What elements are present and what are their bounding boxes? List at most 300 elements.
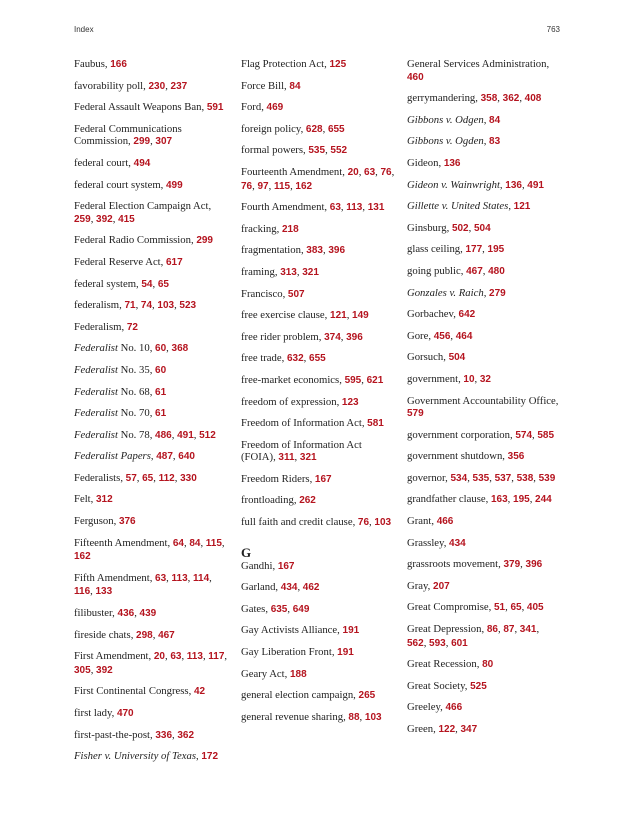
index-entry: federal court system, 499 xyxy=(74,178,183,191)
index-term: government shutdown xyxy=(407,450,503,463)
page-reference-link[interactable]: 362 xyxy=(502,93,520,105)
page-reference-link[interactable]: 191 xyxy=(337,647,354,659)
page-reference-link[interactable]: 456 xyxy=(433,330,451,342)
page-reference-link[interactable]: 628 xyxy=(305,123,323,135)
page-reference-link[interactable]: 162 xyxy=(295,180,313,192)
index-entry: Federal Communications Commission, 299, 307 xyxy=(74,122,182,148)
page-reference-link[interactable]: 121 xyxy=(513,201,531,213)
page-reference-link[interactable]: 112 xyxy=(158,472,175,484)
page-reference-link[interactable]: 122 xyxy=(438,724,456,735)
index-entry: Freedom Riders, 167 xyxy=(241,472,332,485)
page-reference-link[interactable]: 123 xyxy=(341,396,359,408)
page-reference-link[interactable]: 32 xyxy=(479,373,491,385)
page-reference-link[interactable]: 321 xyxy=(302,266,319,278)
index-term: Government Accountability Office xyxy=(407,394,556,407)
index-entry: Great Depression, 86, 87, 341, 562, 593, 601 xyxy=(407,623,540,649)
index-entry: free exercise clause, 121, 149 xyxy=(241,309,369,322)
index-entry: general revenue sharing, 88, 103 xyxy=(241,710,382,723)
index-entry: federal court, 494 xyxy=(74,156,151,169)
index-term: Federal Communications Commission xyxy=(74,122,182,148)
index-term: Gandhi xyxy=(241,559,273,572)
page-reference-link[interactable]: 415 xyxy=(118,213,135,225)
page-reference-link[interactable]: 162 xyxy=(74,551,91,563)
page-reference-link[interactable]: 313 xyxy=(280,266,297,278)
page-reference-link[interactable]: 115 xyxy=(205,537,222,549)
page-reference-link[interactable]: 347 xyxy=(460,724,478,735)
page-reference-link[interactable]: 80 xyxy=(482,659,494,671)
index-entry: free rider problem, 374, 396 xyxy=(241,330,363,343)
index-entry: Gray, 207 xyxy=(407,579,450,592)
page-reference-link[interactable]: 341 xyxy=(519,624,537,636)
index-entry: gerrymandering, 358, 362, 408 xyxy=(407,92,542,105)
index-term: federalism xyxy=(74,299,120,312)
index-entry: frontloading, 262 xyxy=(241,494,316,507)
page-reference-link[interactable]: 362 xyxy=(177,729,195,741)
page-reference-link[interactable]: 117 xyxy=(208,651,225,663)
page-reference-link[interactable]: 230 xyxy=(148,80,166,92)
page-reference-link[interactable]: 632 xyxy=(286,353,304,365)
index-entry: Force Bill, 84 xyxy=(241,79,301,92)
page-reference-link[interactable]: 279 xyxy=(489,287,506,299)
index-term: free-market economics xyxy=(241,373,340,386)
page-reference-link[interactable]: 63 xyxy=(329,202,341,214)
page-reference-link[interactable]: 167 xyxy=(314,473,332,485)
page-reference-link[interactable]: 298 xyxy=(136,629,153,641)
index-entry: Federalist No. 35, 60 xyxy=(74,363,167,376)
page-reference-link[interactable]: 642 xyxy=(458,309,476,321)
page-reference-link[interactable]: 502 xyxy=(451,222,469,234)
page-reference-link[interactable]: 218 xyxy=(281,223,299,235)
index-term: Gray xyxy=(407,579,428,592)
index-entry: Federalists, 57, 65, 112, 330 xyxy=(74,471,197,484)
page-reference-link[interactable]: 392 xyxy=(96,213,113,225)
index-term: Freedom Riders xyxy=(241,472,310,485)
index-term: Freedom of Information Act (FOIA) xyxy=(241,438,362,464)
page-reference-link[interactable]: 265 xyxy=(358,690,376,702)
index-term: government xyxy=(407,372,459,385)
index-term: going public xyxy=(407,264,461,277)
page-reference-link[interactable]: 480 xyxy=(488,265,505,277)
index-entry: Fourteenth Amendment, 20, 63, 76, 76, 97, 115, 162 xyxy=(241,165,395,192)
page-reference-link[interactable]: 42 xyxy=(193,686,206,698)
page-reference-link[interactable]: 61 xyxy=(155,386,167,398)
index-term: filibuster xyxy=(74,607,113,620)
index-term: Fourth Amendment xyxy=(241,201,325,214)
page-reference-link[interactable]: 655 xyxy=(309,353,326,365)
index-term: grandfather clause xyxy=(407,493,486,506)
page-reference-link[interactable]: 84 xyxy=(189,537,201,549)
index-entry: Fifteenth Amendment, 64, 84, 115, 162 xyxy=(74,536,225,563)
index-entry: government shutdown, 356 xyxy=(407,450,525,463)
page-reference-link[interactable]: 131 xyxy=(367,202,385,214)
page-reference-link[interactable]: 113 xyxy=(346,202,363,214)
index-entry: Federalist No. 78, 486, 491, 512 xyxy=(74,428,216,441)
page-reference-link[interactable]: 60 xyxy=(155,364,167,376)
index-entry: Federal Radio Commission, 299 xyxy=(74,234,213,247)
index-term: Garland xyxy=(241,581,276,594)
page-reference-link[interactable]: 585 xyxy=(537,429,555,441)
page-reference-link[interactable]: 595 xyxy=(344,374,362,386)
page-reference-link[interactable]: 649 xyxy=(292,603,310,615)
index-entry: Federalist No. 10, 60, 368 xyxy=(74,342,189,355)
index-entry: Federalist No. 68, 61 xyxy=(74,385,167,398)
index-entry: Garland, 434, 462 xyxy=(241,581,320,594)
page-reference-link[interactable]: 467 xyxy=(158,629,175,641)
page-reference-link[interactable]: 439 xyxy=(139,608,157,620)
page-reference-link[interactable]: 207 xyxy=(433,580,450,592)
page-reference-link[interactable]: 299 xyxy=(196,235,213,247)
index-entry: Federal Reserve Act, 617 xyxy=(74,255,183,268)
page-reference-link[interactable]: 307 xyxy=(155,136,173,148)
index-term: Fisher v. University of Texas xyxy=(74,750,196,763)
index-entry: Freedom of Information Act (FOIA), 311, 321 xyxy=(241,438,362,464)
page-reference-link[interactable]: 538 xyxy=(516,472,534,484)
page-reference-link[interactable]: 113 xyxy=(186,651,203,663)
page-reference-link[interactable]: 63 xyxy=(364,166,376,178)
page-reference-link[interactable]: 113 xyxy=(171,572,188,584)
page-reference-link[interactable]: 494 xyxy=(133,157,151,169)
index-term: Fifth Amendment xyxy=(74,571,150,584)
page-reference-link[interactable]: 305 xyxy=(74,664,91,676)
page-reference-link[interactable]: 655 xyxy=(327,123,345,135)
index-entry: Ginsburg, 502, 504 xyxy=(407,221,491,234)
index-column-3 xyxy=(407,58,559,745)
page-reference-link[interactable]: 467 xyxy=(466,265,483,277)
page-reference-link[interactable]: 562 xyxy=(407,637,424,649)
index-term: Gideon xyxy=(407,156,439,169)
page-reference-link[interactable]: 504 xyxy=(473,222,491,234)
page-reference-link[interactable]: 166 xyxy=(110,59,127,70)
page-reference-link[interactable]: 195 xyxy=(487,244,505,256)
page-reference-link[interactable]: 336 xyxy=(155,729,173,741)
index-term: Faubus xyxy=(74,58,105,70)
index-entry: Flag Protection Act, 125 xyxy=(241,58,347,70)
index-term: Federalist No. 10 xyxy=(74,342,150,355)
index-entry: Gates, 635, 649 xyxy=(241,602,310,615)
index-entry: Federalist Papers, 487, 640 xyxy=(74,450,195,463)
index-entry: foreign policy, 628, 655 xyxy=(241,122,345,135)
index-entry: Gideon v. Wainwright, 136, 491 xyxy=(407,178,544,191)
index-term: gerrymandering xyxy=(407,92,476,105)
page-reference-link[interactable]: 64 xyxy=(172,537,184,549)
page-reference-link[interactable]: 54 xyxy=(141,278,153,290)
index-term: Flag Protection Act xyxy=(241,58,325,70)
page-reference-link[interactable]: 552 xyxy=(330,145,348,157)
page-reference-link[interactable]: 466 xyxy=(436,516,454,528)
index-term: first lady xyxy=(74,707,112,719)
index-term: Federalist Papers xyxy=(74,450,151,463)
index-term: Federalists xyxy=(74,471,121,484)
index-term: Gay Activists Alliance xyxy=(241,624,338,637)
index-entry: Federalist No. 70, 61 xyxy=(74,407,167,420)
page-reference-link[interactable]: 136 xyxy=(505,179,522,191)
page-reference-link[interactable]: 125 xyxy=(329,59,347,70)
page-reference-link[interactable]: 358 xyxy=(480,93,498,105)
page-reference-link[interactable]: 396 xyxy=(328,245,346,257)
index-entry: glass ceiling, 177, 195 xyxy=(407,243,505,256)
page-reference-link[interactable]: 311 xyxy=(278,452,295,464)
page-reference-link[interactable]: 593 xyxy=(429,637,446,649)
index-term: Great Recession xyxy=(407,658,477,671)
index-term: Freedom of Information Act xyxy=(241,417,362,430)
page-reference-link[interactable]: 163 xyxy=(490,494,508,506)
page-reference-link[interactable]: 116 xyxy=(74,586,91,598)
page-reference-link[interactable]: 408 xyxy=(524,93,542,105)
index-entry: Great Society, 525 xyxy=(407,679,487,692)
index-term: favorability poll xyxy=(74,79,144,92)
index-term: foreign policy xyxy=(241,122,301,135)
page-reference-link[interactable]: 177 xyxy=(465,244,483,256)
page-reference-link[interactable]: 379 xyxy=(503,559,521,571)
page-reference-link[interactable]: 63 xyxy=(170,651,182,663)
page-reference-link[interactable]: 312 xyxy=(95,494,113,506)
page-reference-link[interactable]: 523 xyxy=(179,300,197,312)
index-term: Gorbachev xyxy=(407,308,454,321)
index-term: Geary Act xyxy=(241,667,285,680)
page-reference-link[interactable]: 114 xyxy=(193,572,210,584)
page-reference-link[interactable]: 84 xyxy=(289,80,301,92)
index-entry: Fourth Amendment, 63, 113, 131 xyxy=(241,201,385,214)
index-term: federal court xyxy=(74,156,129,169)
page-reference-link[interactable]: 195 xyxy=(513,494,530,506)
page-reference-link[interactable]: 167 xyxy=(277,560,295,572)
index-entry: grassroots movement, 379, 396 xyxy=(407,558,543,571)
index-entry: framing, 313, 321 xyxy=(241,265,319,278)
page-reference-link[interactable]: 460 xyxy=(407,71,424,83)
page-reference-link[interactable]: 434 xyxy=(280,582,298,594)
page-reference-link[interactable]: 470 xyxy=(116,708,134,719)
page-reference-link[interactable]: 76 xyxy=(241,180,253,192)
page-reference-link[interactable]: 491 xyxy=(177,429,194,441)
page-reference-link[interactable]: 57 xyxy=(125,472,137,484)
page-reference-link[interactable]: 103 xyxy=(157,300,175,312)
page-reference-link[interactable]: 133 xyxy=(95,586,113,598)
index-term: governor xyxy=(407,471,446,484)
index-term: federal court system xyxy=(74,178,161,191)
page-reference-link[interactable]: 396 xyxy=(346,331,363,343)
index-term: General Services Administration xyxy=(407,58,547,70)
index-entry: Great Compromise, 51, 65, 405 xyxy=(407,601,544,614)
index-entry: grandfather clause, 163, 195, 244 xyxy=(407,493,552,506)
index-entry: Ford, 469 xyxy=(241,101,284,114)
page-reference-link[interactable]: 525 xyxy=(470,680,487,692)
page-reference-link[interactable]: 537 xyxy=(494,472,512,484)
page-reference-link[interactable]: 60 xyxy=(155,343,167,355)
page-reference-link[interactable]: 149 xyxy=(352,310,369,322)
index-term: Great Compromise xyxy=(407,601,489,614)
page-reference-link[interactable]: 591 xyxy=(206,102,224,114)
index-entry: Gandhi, 167 xyxy=(241,559,295,572)
page-reference-link[interactable]: 259 xyxy=(74,213,91,225)
page-reference-link[interactable]: 188 xyxy=(289,668,307,680)
index-entry: going public, 467, 480 xyxy=(407,264,505,277)
page-reference-link[interactable]: 191 xyxy=(342,625,360,637)
index-term: Gore xyxy=(407,329,429,342)
page-reference-link[interactable]: 65 xyxy=(510,602,522,614)
index-entry: Grassley, 434 xyxy=(407,536,466,549)
page-reference-link[interactable]: 574 xyxy=(515,429,533,441)
page-reference-link[interactable]: 172 xyxy=(201,751,219,763)
index-entry: Government Accountability Office, 579 xyxy=(407,394,559,420)
index-entry: federalism, 71, 74, 103, 523 xyxy=(74,299,197,312)
page-reference-link[interactable]: 486 xyxy=(155,429,172,441)
index-term: Gorsuch xyxy=(407,351,444,364)
page-reference-link[interactable]: 487 xyxy=(156,451,173,463)
index-entry: Geary Act, 188 xyxy=(241,667,307,680)
page-reference-link[interactable]: 635 xyxy=(270,603,288,615)
page-reference-link[interactable]: 76 xyxy=(380,166,392,178)
index-entry: fracking, 218 xyxy=(241,222,299,235)
index-term: Federalist No. 70 xyxy=(74,407,150,420)
index-term: federal system xyxy=(74,277,137,290)
page-reference-link[interactable]: 103 xyxy=(374,517,392,529)
page-reference-link[interactable]: 392 xyxy=(96,664,113,676)
page-number: 763 xyxy=(546,25,560,34)
page-reference-link[interactable]: 97 xyxy=(257,180,269,192)
page-reference-link[interactable]: 535 xyxy=(472,472,490,484)
page-reference-link[interactable]: 244 xyxy=(535,494,552,506)
index-entry: Gideon, 136 xyxy=(407,156,461,169)
page-reference-link[interactable]: 71 xyxy=(124,300,136,312)
index-term: Federal Assault Weapons Ban xyxy=(74,101,202,114)
index-term: formal powers xyxy=(241,144,304,157)
page-reference-link[interactable]: 469 xyxy=(266,102,284,114)
page-reference-link[interactable]: 20 xyxy=(347,166,359,178)
index-term: fragmentation xyxy=(241,244,301,257)
index-term: Gates xyxy=(241,602,266,615)
page-reference-link[interactable]: 262 xyxy=(299,495,316,507)
page-reference-link[interactable]: 512 xyxy=(199,429,216,441)
index-entry: fireside chats, 298, 467 xyxy=(74,628,175,641)
index-entry: filibuster, 436, 439 xyxy=(74,607,157,620)
index-term: Gibbons v. Odgen xyxy=(407,113,484,126)
index-term: framing xyxy=(241,265,275,278)
page-reference-link[interactable]: 376 xyxy=(118,516,136,528)
index-entry: first-past-the-post, 336, 362 xyxy=(74,728,195,741)
page-reference-link[interactable]: 436 xyxy=(117,608,135,620)
page-reference-link[interactable]: 65 xyxy=(157,278,169,290)
page-reference-link[interactable]: 434 xyxy=(449,537,466,549)
page-reference-link[interactable]: 321 xyxy=(299,452,317,464)
page-reference-link[interactable]: 356 xyxy=(507,451,525,463)
index-entry: full faith and credit clause, 76, 103 xyxy=(241,516,392,529)
page-reference-link[interactable]: 466 xyxy=(445,702,463,714)
index-entry: Gorbachev, 642 xyxy=(407,308,476,321)
page-reference-link[interactable]: 491 xyxy=(527,179,544,191)
index-entry: Greeley, 466 xyxy=(407,701,463,714)
page-reference-link[interactable]: 20 xyxy=(153,651,165,663)
index-term: Grassley xyxy=(407,536,444,549)
page-reference-link[interactable]: 121 xyxy=(330,310,347,322)
index-term: Federalism xyxy=(74,320,122,333)
page-reference-link[interactable]: 10 xyxy=(463,373,475,385)
page-reference-link[interactable]: 534 xyxy=(450,472,468,484)
page-reference-link[interactable]: 237 xyxy=(170,80,188,92)
index-term: Fifteenth Amendment xyxy=(74,536,168,549)
index-column-2 xyxy=(241,58,397,732)
index-term: Ferguson xyxy=(74,515,114,528)
page-reference-link[interactable]: 504 xyxy=(448,352,466,364)
index-term: free exercise clause xyxy=(241,309,325,322)
index-term: Great Society xyxy=(407,679,465,692)
page-reference-link[interactable]: 103 xyxy=(364,711,382,723)
page-reference-link[interactable]: 61 xyxy=(155,408,167,420)
page-reference-link[interactable]: 535 xyxy=(308,145,326,157)
index-term: Force Bill xyxy=(241,79,285,92)
page-reference-link[interactable]: 601 xyxy=(451,637,468,649)
page-reference-link[interactable]: 368 xyxy=(171,343,189,355)
index-entry: free-market economics, 595, 621 xyxy=(241,373,384,386)
page-reference-link[interactable]: 374 xyxy=(324,331,341,343)
page-reference-link[interactable]: 462 xyxy=(302,582,320,594)
index-entry: Francisco, 507 xyxy=(241,287,305,300)
index-term: Federalist No. 68 xyxy=(74,385,150,398)
page-reference-link[interactable]: 115 xyxy=(273,180,291,192)
index-entry: Gillette v. United States, 121 xyxy=(407,200,531,213)
index-term: First Continental Congress xyxy=(74,685,189,698)
page-reference-link[interactable]: 63 xyxy=(155,572,167,584)
page-reference-link[interactable]: 87 xyxy=(503,624,515,636)
index-entry: federal system, 54, 65 xyxy=(74,277,169,290)
page-reference-link[interactable]: 74 xyxy=(140,300,153,312)
page-reference-link[interactable]: 581 xyxy=(367,418,384,430)
page-reference-link[interactable]: 507 xyxy=(287,288,305,300)
index-entry: Felt, 312 xyxy=(74,493,113,506)
index-term: Grant xyxy=(407,515,432,528)
index-term: glass ceiling xyxy=(407,243,461,256)
index-entry: Fifth Amendment, 63, 113, 114, 116, 133 xyxy=(74,571,212,598)
index-term: fireside chats xyxy=(74,628,131,641)
index-entry: fragmentation, 383, 396 xyxy=(241,244,346,257)
page-reference-link[interactable]: 72 xyxy=(126,321,138,333)
page-reference-link[interactable]: 464 xyxy=(455,330,473,342)
page-reference-link[interactable]: 136 xyxy=(443,157,461,169)
page-reference-link[interactable]: 65 xyxy=(142,472,154,484)
page-reference-link[interactable]: 579 xyxy=(407,408,424,420)
index-entry: Gibbons v. Ogden, 83 xyxy=(407,135,501,148)
page-reference-link[interactable]: 88 xyxy=(348,711,360,723)
page-reference-link[interactable]: 405 xyxy=(526,602,544,614)
index-term: Gideon v. Wainwright xyxy=(407,178,500,191)
page-reference-link[interactable]: 299 xyxy=(133,136,151,148)
index-term: Gillette v. United States xyxy=(407,200,509,213)
page-reference-link[interactable]: 539 xyxy=(538,472,556,484)
page-reference-link[interactable]: 640 xyxy=(178,451,195,463)
index-entry: First Amendment, 20, 63, 113, 117, 305, 392 xyxy=(74,650,228,676)
page-reference-link[interactable]: 621 xyxy=(366,374,384,386)
page-reference-link[interactable]: 84 xyxy=(489,114,501,126)
page-reference-link[interactable]: 83 xyxy=(489,136,501,148)
page-reference-link[interactable]: 76 xyxy=(357,517,370,529)
page-reference-link[interactable]: 86 xyxy=(486,624,498,636)
index-term: Great Depression xyxy=(407,623,482,636)
index-entry: Gay Activists Alliance, 191 xyxy=(241,624,360,637)
index-entry: Freedom of Information Act, 581 xyxy=(241,417,384,430)
index-entry: governor, 534, 535, 537, 538, 539 xyxy=(407,471,556,484)
page-reference-link[interactable]: 51 xyxy=(493,602,506,614)
index-entry: Gay Liberation Front, 191 xyxy=(241,646,354,659)
index-term: Federalist No. 35 xyxy=(74,363,150,376)
page-reference-link[interactable]: 383 xyxy=(306,245,323,257)
page-reference-link[interactable]: 617 xyxy=(166,256,183,268)
page-reference-link[interactable]: 330 xyxy=(180,472,197,484)
index-term: Ford xyxy=(241,101,262,114)
index-entry: First Continental Congress, 42 xyxy=(74,685,206,698)
page-reference-link[interactable]: 499 xyxy=(166,179,183,191)
index-entry: Federal Assault Weapons Ban, 591 xyxy=(74,101,224,114)
index-entry: Federalism, 72 xyxy=(74,320,138,333)
page-reference-link[interactable]: 396 xyxy=(525,559,543,571)
